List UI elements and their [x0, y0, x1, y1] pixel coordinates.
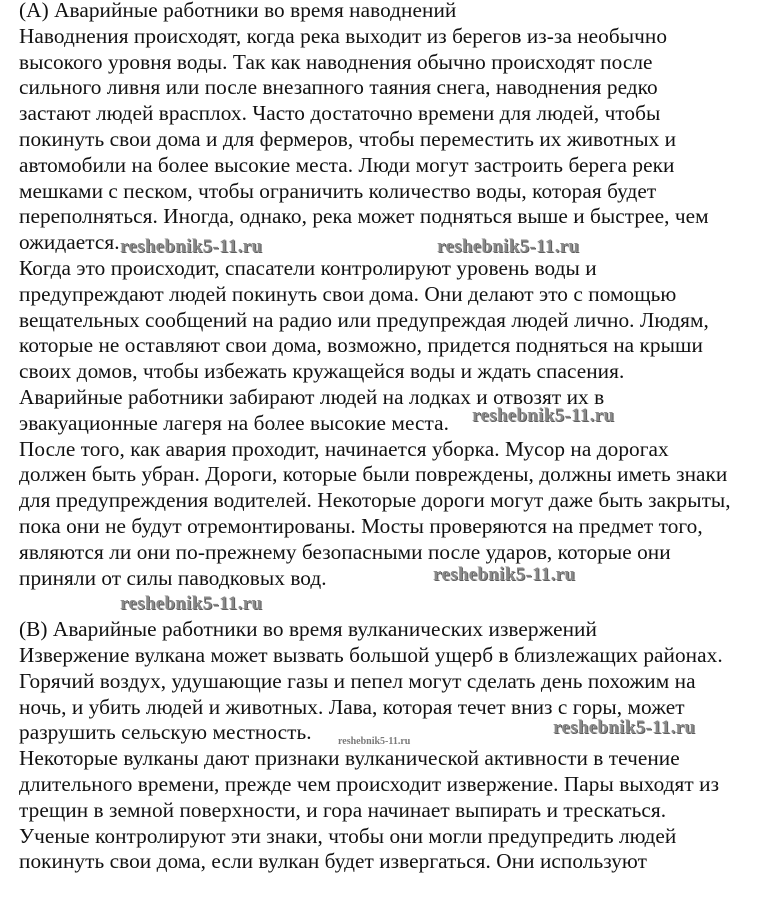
text-line: застают людей врасплох. Часто достаточно времени для людей, чтобы	[19, 101, 661, 126]
text-line: Некоторые вулканы дают признаки вулканической активности в течение	[19, 746, 680, 771]
text-line: вещательных сообщений на радио или предупреждая людей лично. Людям,	[19, 307, 709, 332]
watermark: reshebnik5-11.ru	[437, 236, 580, 257]
text-line: ожидается.	[19, 230, 120, 255]
text-line: Горячий воздух, удушающие газы и пепел могут сделать день похожим на	[19, 668, 696, 693]
text-line: Аварийные работники забирают людей на лодках и отвозят их в	[19, 384, 605, 409]
watermark: reshebnik5-11.ru	[120, 593, 263, 614]
text-line: являются ли они по-прежнему безопасными после ударов, которые они	[19, 539, 671, 564]
text-line: разрушить сельскую местность.	[19, 720, 312, 745]
watermark: reshebnik5-11.ru	[433, 564, 576, 585]
text-line: пока они не будут отремонтированы. Мосты проверяются на предмет того,	[19, 513, 703, 538]
text-line: Извержение вулкана может вызвать большой ущерб в близлежащих районах.	[19, 642, 723, 667]
text-line: своих домов, чтобы избежать кружащейся воды и ждать спасения.	[19, 359, 625, 384]
text-line: сильного ливня или после внезапного таяния снега, наводнения редко	[19, 75, 658, 100]
text-line: покинуть свои дома и для фермеров, чтобы переместить их животных и	[19, 126, 677, 151]
text-line: должен быть убран. Дороги, которые были повреждены, должны иметь знаки	[19, 462, 728, 487]
text-line: длительного времени, прежде чем происходит извержение. Пары выходят из	[19, 771, 720, 796]
text-line: автомобили на более высокие места. Люди могут застроить берега реки	[19, 152, 675, 177]
heading-volcanoes: (B) Аварийные работники во время вулканических извержений	[19, 617, 597, 642]
watermark: reshebnik5-11.ru	[472, 405, 615, 426]
watermark: reshebnik5-11.ru	[120, 236, 263, 257]
text-line: переполняться. Иногда, однако, река может подняться выше и быстрее, чем	[19, 204, 709, 229]
text-line: После того, как авария проходит, начинается уборка. Мусор на дорогах	[19, 436, 669, 461]
text-line: ночь, и убить людей и животных. Лава, которая течет вниз с горы, может	[19, 694, 685, 719]
text-line: покинуть свои дома, если вулкан будет извергаться. Они используют	[19, 849, 647, 874]
watermark: reshebnik5-11.ru	[338, 736, 411, 747]
watermark: reshebnik5-11.ru	[553, 717, 696, 738]
text-line: эвакуационные лагеря на более высокие места.	[19, 410, 449, 435]
text-line: предупреждают людей покинуть свои дома. Они делают это с помощью	[19, 281, 677, 306]
text-line: которые не оставляют свои дома, возможно, придется подняться на крыши	[19, 333, 703, 358]
text-line: Когда это происходит, спасатели контролируют уровень воды и	[19, 255, 597, 280]
text-line: мешками с песком, чтобы ограничить количество воды, которая будет	[19, 178, 657, 203]
text-line: высокого уровня воды. Так как наводнения обычно происходят после	[19, 49, 653, 74]
text-line: Ученые контролируют эти знаки, чтобы они могли предупредить людей	[19, 823, 677, 848]
text-line: для предупреждения водителей. Некоторые дороги могут даже быть закрыты,	[19, 488, 731, 513]
text-line: приняли от силы паводковых вод.	[19, 565, 327, 590]
heading-floods: (A) Аварийные работники во время наводнений	[19, 0, 457, 22]
text-line: Наводнения происходят, когда река выходит из берегов из-за необычно	[19, 23, 668, 48]
text-line: трещин в земной поверхности, и гора начинает выпирать и трескаться.	[19, 797, 667, 822]
